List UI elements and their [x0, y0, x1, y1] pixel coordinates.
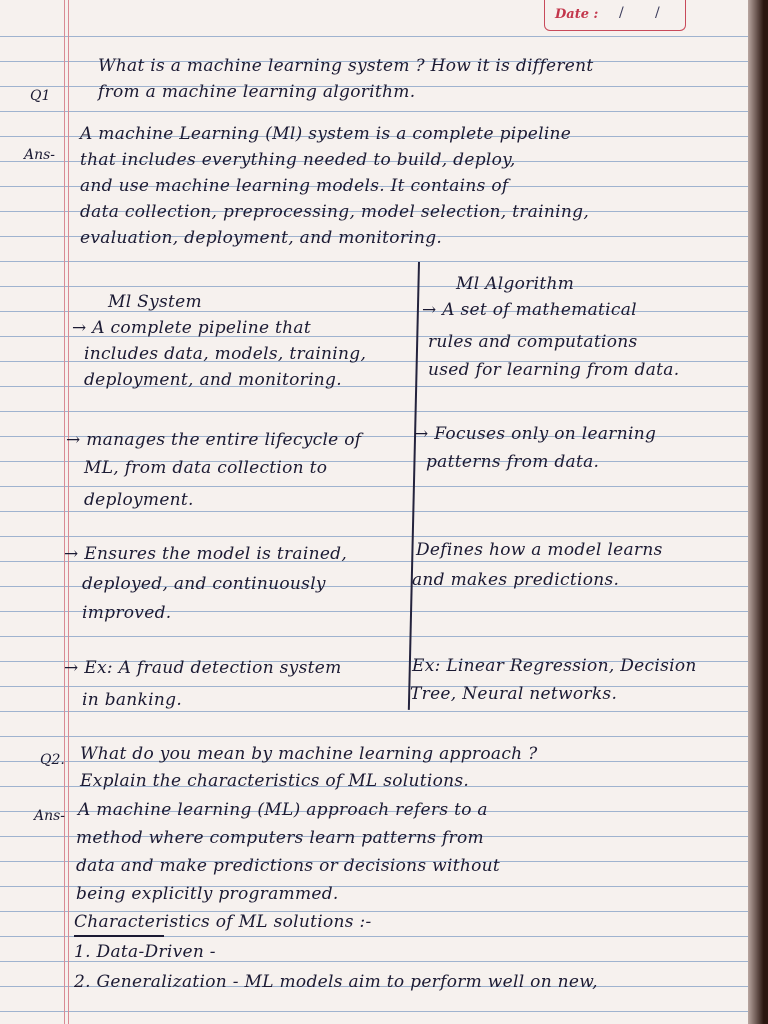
question-line: What is a machine learning system ? How it is different [98, 56, 594, 76]
margin-line [68, 0, 69, 1024]
left-cell-line: deployed, and continuously [82, 574, 326, 594]
answer-line: A machine learning (ML) approach refers to a [78, 800, 488, 820]
left-cell-line: → Ensures the model is trained, [64, 544, 348, 564]
right-cell-line: Tree, Neural networks. [410, 684, 618, 704]
answer-line: and use machine learning models. It contains of [80, 176, 509, 196]
question-line: What do you mean by machine learning approach ? [80, 744, 538, 764]
right-cell-line: Ex: Linear Regression, Decision [412, 656, 697, 676]
right-cell-line: rules and computations [428, 332, 638, 352]
list-item: 2. Generalization - ML models aim to perform well on new, [74, 972, 598, 992]
notebook-edge [748, 0, 768, 1024]
answer-line: data and make predictions or decisions without [76, 856, 500, 876]
left-cell-line: deployment. [84, 490, 194, 510]
question-line: from a machine learning algorithm. [98, 82, 416, 102]
answer-line: that includes everything needed to build, deploy, [80, 150, 516, 170]
answer-line: being explicitly programmed. [76, 884, 339, 904]
section-heading: Characteristics of ML solutions :- [74, 912, 372, 932]
date-separator: / [655, 5, 660, 21]
margin-line [64, 0, 65, 1024]
left-cell-line: → Ex: A fraud detection system [64, 658, 342, 678]
answer-line: data collection, preprocessing, model selection, training, [80, 202, 590, 222]
question-number: Q2. [40, 752, 65, 768]
right-cell-line: → A set of mathematical [422, 300, 637, 320]
answer-line: A machine Learning (Ml) system is a complete pipeline [80, 124, 572, 144]
list-item: 1. Data-Driven - [74, 942, 216, 962]
left-cell-line: includes data, models, training, [84, 344, 367, 364]
left-cell-line: → A complete pipeline that [72, 318, 311, 338]
question-line: Explain the characteristics of ML solutions. [80, 771, 470, 791]
column-divider [408, 262, 420, 710]
left-cell-line: improved. [82, 603, 172, 623]
answer-label: Ans- [34, 808, 66, 824]
date-box [544, 0, 686, 31]
answer-label: Ans- [24, 147, 56, 163]
left-cell-line: ML, from data collection to [84, 458, 328, 478]
right-cell-line: used for learning from data. [428, 360, 680, 380]
left-cell-line: in banking. [82, 690, 183, 710]
left-cell-line: → manages the entire lifecycle of [66, 430, 362, 450]
right-cell-line: and makes predictions. [412, 570, 620, 590]
date-separator: / [619, 5, 624, 21]
date-label: Date : [555, 7, 599, 22]
right-cell-line: Defines how a model learns [416, 540, 663, 560]
left-column-heading: Ml System [108, 292, 202, 312]
heading-underline [74, 935, 164, 937]
right-cell-line: → Focuses only on learning [414, 424, 657, 444]
answer-line: method where computers learn patterns from [76, 828, 484, 848]
right-cell-line: patterns from data. [426, 452, 600, 472]
left-cell-line: deployment, and monitoring. [84, 370, 342, 390]
question-number: Q1 [30, 88, 51, 104]
answer-line: evaluation, deployment, and monitoring. [80, 228, 443, 248]
right-column-heading: Ml Algorithm [456, 274, 575, 294]
